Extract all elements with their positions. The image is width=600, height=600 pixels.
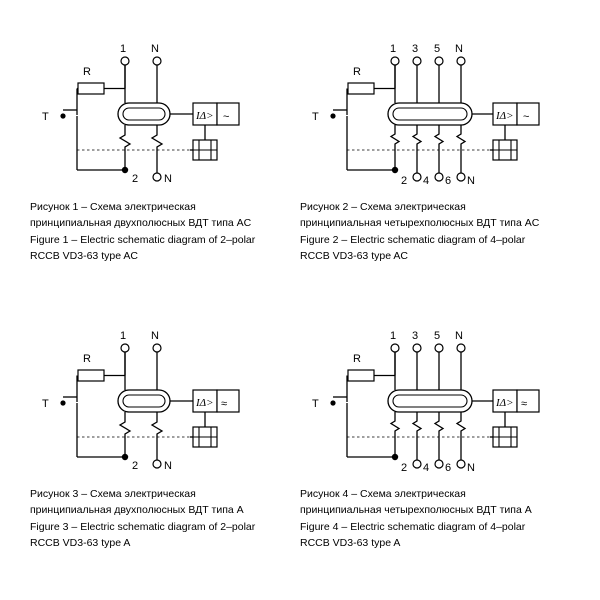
figure-3-terminal-bottom-dot bbox=[122, 454, 128, 460]
figure-2-caption-ru-2: принципиальная четырехполюсных ВДТ типа AC bbox=[300, 217, 540, 230]
figure-3-diagram bbox=[30, 312, 290, 472]
figure-1-caption-ru-1: Рисунок 1 – Схема электрическая bbox=[30, 201, 196, 213]
figure-4-caption-ru-1: Рисунок 4 – Схема электрическая bbox=[300, 488, 466, 500]
figure-4-contact-3 bbox=[413, 417, 421, 435]
figure-3-terminal-bottom-n bbox=[153, 460, 161, 468]
figure-1-terminal-bottom-n-label: N bbox=[164, 173, 172, 185]
figure-4-terminal-bottom-6 bbox=[435, 460, 443, 468]
figure-1-terminal-bottom-n bbox=[153, 173, 161, 181]
figure-3-toroid-outer bbox=[118, 390, 170, 412]
figure-4-toroid-inner bbox=[393, 395, 467, 407]
figure-3-test-label: T bbox=[42, 398, 49, 410]
figure-4-caption-en-1: Figure 4 – Electric schematic diagram of 4–polar bbox=[300, 520, 526, 533]
figure-1-test-label: T bbox=[42, 111, 49, 123]
figure-2-terminal-top-3 bbox=[413, 57, 421, 65]
figure-1-resistor-body bbox=[78, 83, 104, 94]
figure-1-caption bbox=[30, 199, 290, 264]
figure-2-test-dot bbox=[330, 113, 335, 118]
figure-2-cell bbox=[300, 25, 580, 264]
figure-2-terminal-bottom-dot bbox=[392, 167, 398, 173]
figure-3-resistor-label: R bbox=[83, 353, 91, 365]
figure-3-waveform-label: ≈ bbox=[221, 398, 228, 410]
figure-4-terminal-bottom-2-label: 2 bbox=[401, 462, 408, 472]
figure-2-toroid-inner bbox=[393, 108, 467, 120]
figure-3-caption-ru-1: Рисунок 3 – Схема электрическая bbox=[30, 488, 196, 500]
figure-4-terminal-top-5-label: 5 bbox=[434, 330, 441, 342]
figure-4-diagram bbox=[300, 312, 580, 472]
figure-1-terminal-top-n-label: N bbox=[151, 43, 159, 55]
figure-2-diagram bbox=[300, 25, 580, 185]
figure-3-contact-1 bbox=[120, 417, 130, 439]
figure-3-terminal-top-1-label: 1 bbox=[120, 330, 127, 342]
figure-4-resistor-body bbox=[348, 370, 374, 381]
figure-4-terminal-bottom-dot bbox=[392, 454, 398, 460]
figure-1-terminal-top-n bbox=[153, 57, 161, 65]
figure-3-caption-en-1: Figure 3 – Electric schematic diagram of 2–polar bbox=[30, 520, 256, 533]
figure-1-waveform-label: ~ bbox=[223, 111, 230, 123]
figure-4-terminal-top-3-label: 3 bbox=[412, 330, 419, 342]
figure-3-detector-label: IΔ> bbox=[196, 397, 214, 409]
figure-3-terminal-top-n-label: N bbox=[151, 330, 159, 342]
figure-4-terminal-bottom-4 bbox=[413, 460, 421, 468]
figure-3-test-dot bbox=[60, 400, 65, 405]
figure-4-terminal-top-n bbox=[457, 344, 465, 352]
figure-4-terminal-bottom-6-label: 6 bbox=[445, 462, 452, 472]
figure-1-test-dot bbox=[60, 113, 65, 118]
figure-1-terminal-top-1 bbox=[121, 57, 129, 65]
figure-4-contact-n bbox=[457, 417, 465, 435]
figure-4-terminal-top-3 bbox=[413, 344, 421, 352]
figure-3-toroid-inner bbox=[123, 395, 165, 407]
figure-1-terminal-bottom-dot bbox=[122, 167, 128, 173]
figure-2-caption-en-2: RCCB VD3-63 type AC bbox=[300, 249, 408, 262]
figure-4-waveform-label: ≈ bbox=[521, 398, 528, 410]
figure-4-contact-5 bbox=[435, 417, 443, 435]
figure-2-resistor-label: R bbox=[353, 66, 361, 78]
figure-1-detector-label: IΔ> bbox=[196, 110, 214, 122]
figure-3-terminal-top-n bbox=[153, 344, 161, 352]
figure-2-terminal-top-5-label: 5 bbox=[434, 43, 441, 55]
figure-2-test-label: T bbox=[312, 111, 319, 123]
figure-2-terminal-top-5 bbox=[435, 57, 443, 65]
figure-2-contact-3 bbox=[413, 130, 421, 148]
figure-4-test-label: T bbox=[312, 398, 319, 410]
figure-4-test-dot bbox=[330, 400, 335, 405]
figure-4-terminal-bottom-n bbox=[457, 460, 465, 468]
figure-3-resistor-body bbox=[78, 370, 104, 381]
figure-2-terminal-bottom-n-label: N bbox=[467, 175, 475, 185]
figure-4-caption-en-2: RCCB VD3-63 type A bbox=[300, 536, 401, 549]
figure-2-contact-5 bbox=[435, 130, 443, 148]
figure-4-terminal-bottom-n-label: N bbox=[467, 462, 475, 472]
figure-2-terminal-top-3-label: 3 bbox=[412, 43, 419, 55]
figure-2-caption bbox=[300, 199, 580, 264]
figure-4-terminal-top-1-label: 1 bbox=[390, 330, 397, 342]
figure-3-caption-en-2: RCCB VD3-63 type A bbox=[30, 536, 131, 549]
figure-2-terminal-top-n bbox=[457, 57, 465, 65]
figure-3-terminal-bottom-2-label: 2 bbox=[132, 460, 139, 472]
figure-4-terminal-top-1 bbox=[391, 344, 399, 352]
figure-1-caption-en-2: RCCB VD3-63 type AC bbox=[30, 249, 138, 262]
figure-2-resistor-body bbox=[348, 83, 374, 94]
figure-1-caption-ru-2: принципиальная двухполюсных ВДТ типа AC bbox=[30, 217, 252, 230]
figure-4-cell bbox=[300, 312, 580, 551]
figure-2-toroid-outer bbox=[388, 103, 472, 125]
figure-4-detector-label: IΔ> bbox=[496, 397, 514, 409]
figure-1-resistor-label: R bbox=[83, 66, 91, 78]
figure-1-toroid-inner bbox=[123, 108, 165, 120]
figure-2-terminal-bottom-6-label: 6 bbox=[445, 175, 452, 185]
figure-2-contact-n bbox=[457, 130, 465, 148]
figure-2-contact-1 bbox=[391, 130, 399, 148]
figure-1-terminal-bottom-2-label: 2 bbox=[132, 173, 139, 185]
figure-2-terminal-bottom-4 bbox=[413, 173, 421, 181]
figure-3-cell bbox=[30, 312, 290, 551]
figure-2-terminal-top-1-label: 1 bbox=[390, 43, 397, 55]
figure-1-cell bbox=[30, 25, 290, 264]
figure-3-terminal-top-1 bbox=[121, 344, 129, 352]
figure-3-caption bbox=[30, 486, 290, 551]
figure-1-toroid-outer bbox=[118, 103, 170, 125]
figure-3-caption-ru-2: принципиальная двухполюсных ВДТ типа A bbox=[30, 504, 244, 517]
figure-2-waveform-label: ~ bbox=[523, 111, 530, 123]
figure-4-caption-ru-2: принципиальная четырехполюсных ВДТ типа A bbox=[300, 504, 532, 517]
figure-2-caption-ru-1: Рисунок 2 – Схема электрическая bbox=[300, 201, 466, 213]
figure-4-terminal-top-n-label: N bbox=[455, 330, 463, 342]
figure-4-contact-1 bbox=[391, 417, 399, 435]
figure-1-contact-1 bbox=[120, 130, 130, 152]
figure-4-terminal-bottom-4-label: 4 bbox=[423, 462, 430, 472]
figure-4-caption bbox=[300, 486, 580, 551]
figure-1-diagram bbox=[30, 25, 290, 185]
figure-2-terminal-top-1 bbox=[391, 57, 399, 65]
figure-2-caption-en-1: Figure 2 – Electric schematic diagram of 4–polar bbox=[300, 233, 526, 246]
figure-1-contact-n bbox=[152, 130, 162, 152]
figure-1-terminal-top-1-label: 1 bbox=[120, 43, 127, 55]
figure-2-terminal-bottom-4-label: 4 bbox=[423, 175, 430, 185]
figure-2-terminal-bottom-n bbox=[457, 173, 465, 181]
figure-2-terminal-bottom-2-label: 2 bbox=[401, 175, 408, 185]
figure-1-caption-en-1: Figure 1 – Electric schematic diagram of 2–polar bbox=[30, 233, 256, 246]
figure-3-terminal-bottom-n-label: N bbox=[164, 460, 172, 472]
figure-2-terminal-top-n-label: N bbox=[455, 43, 463, 55]
figure-3-contact-n bbox=[152, 417, 162, 439]
figure-4-terminal-top-5 bbox=[435, 344, 443, 352]
figure-2-detector-label: IΔ> bbox=[496, 110, 514, 122]
figure-2-terminal-bottom-6 bbox=[435, 173, 443, 181]
figure-4-resistor-label: R bbox=[353, 353, 361, 365]
figure-4-toroid-outer bbox=[388, 390, 472, 412]
